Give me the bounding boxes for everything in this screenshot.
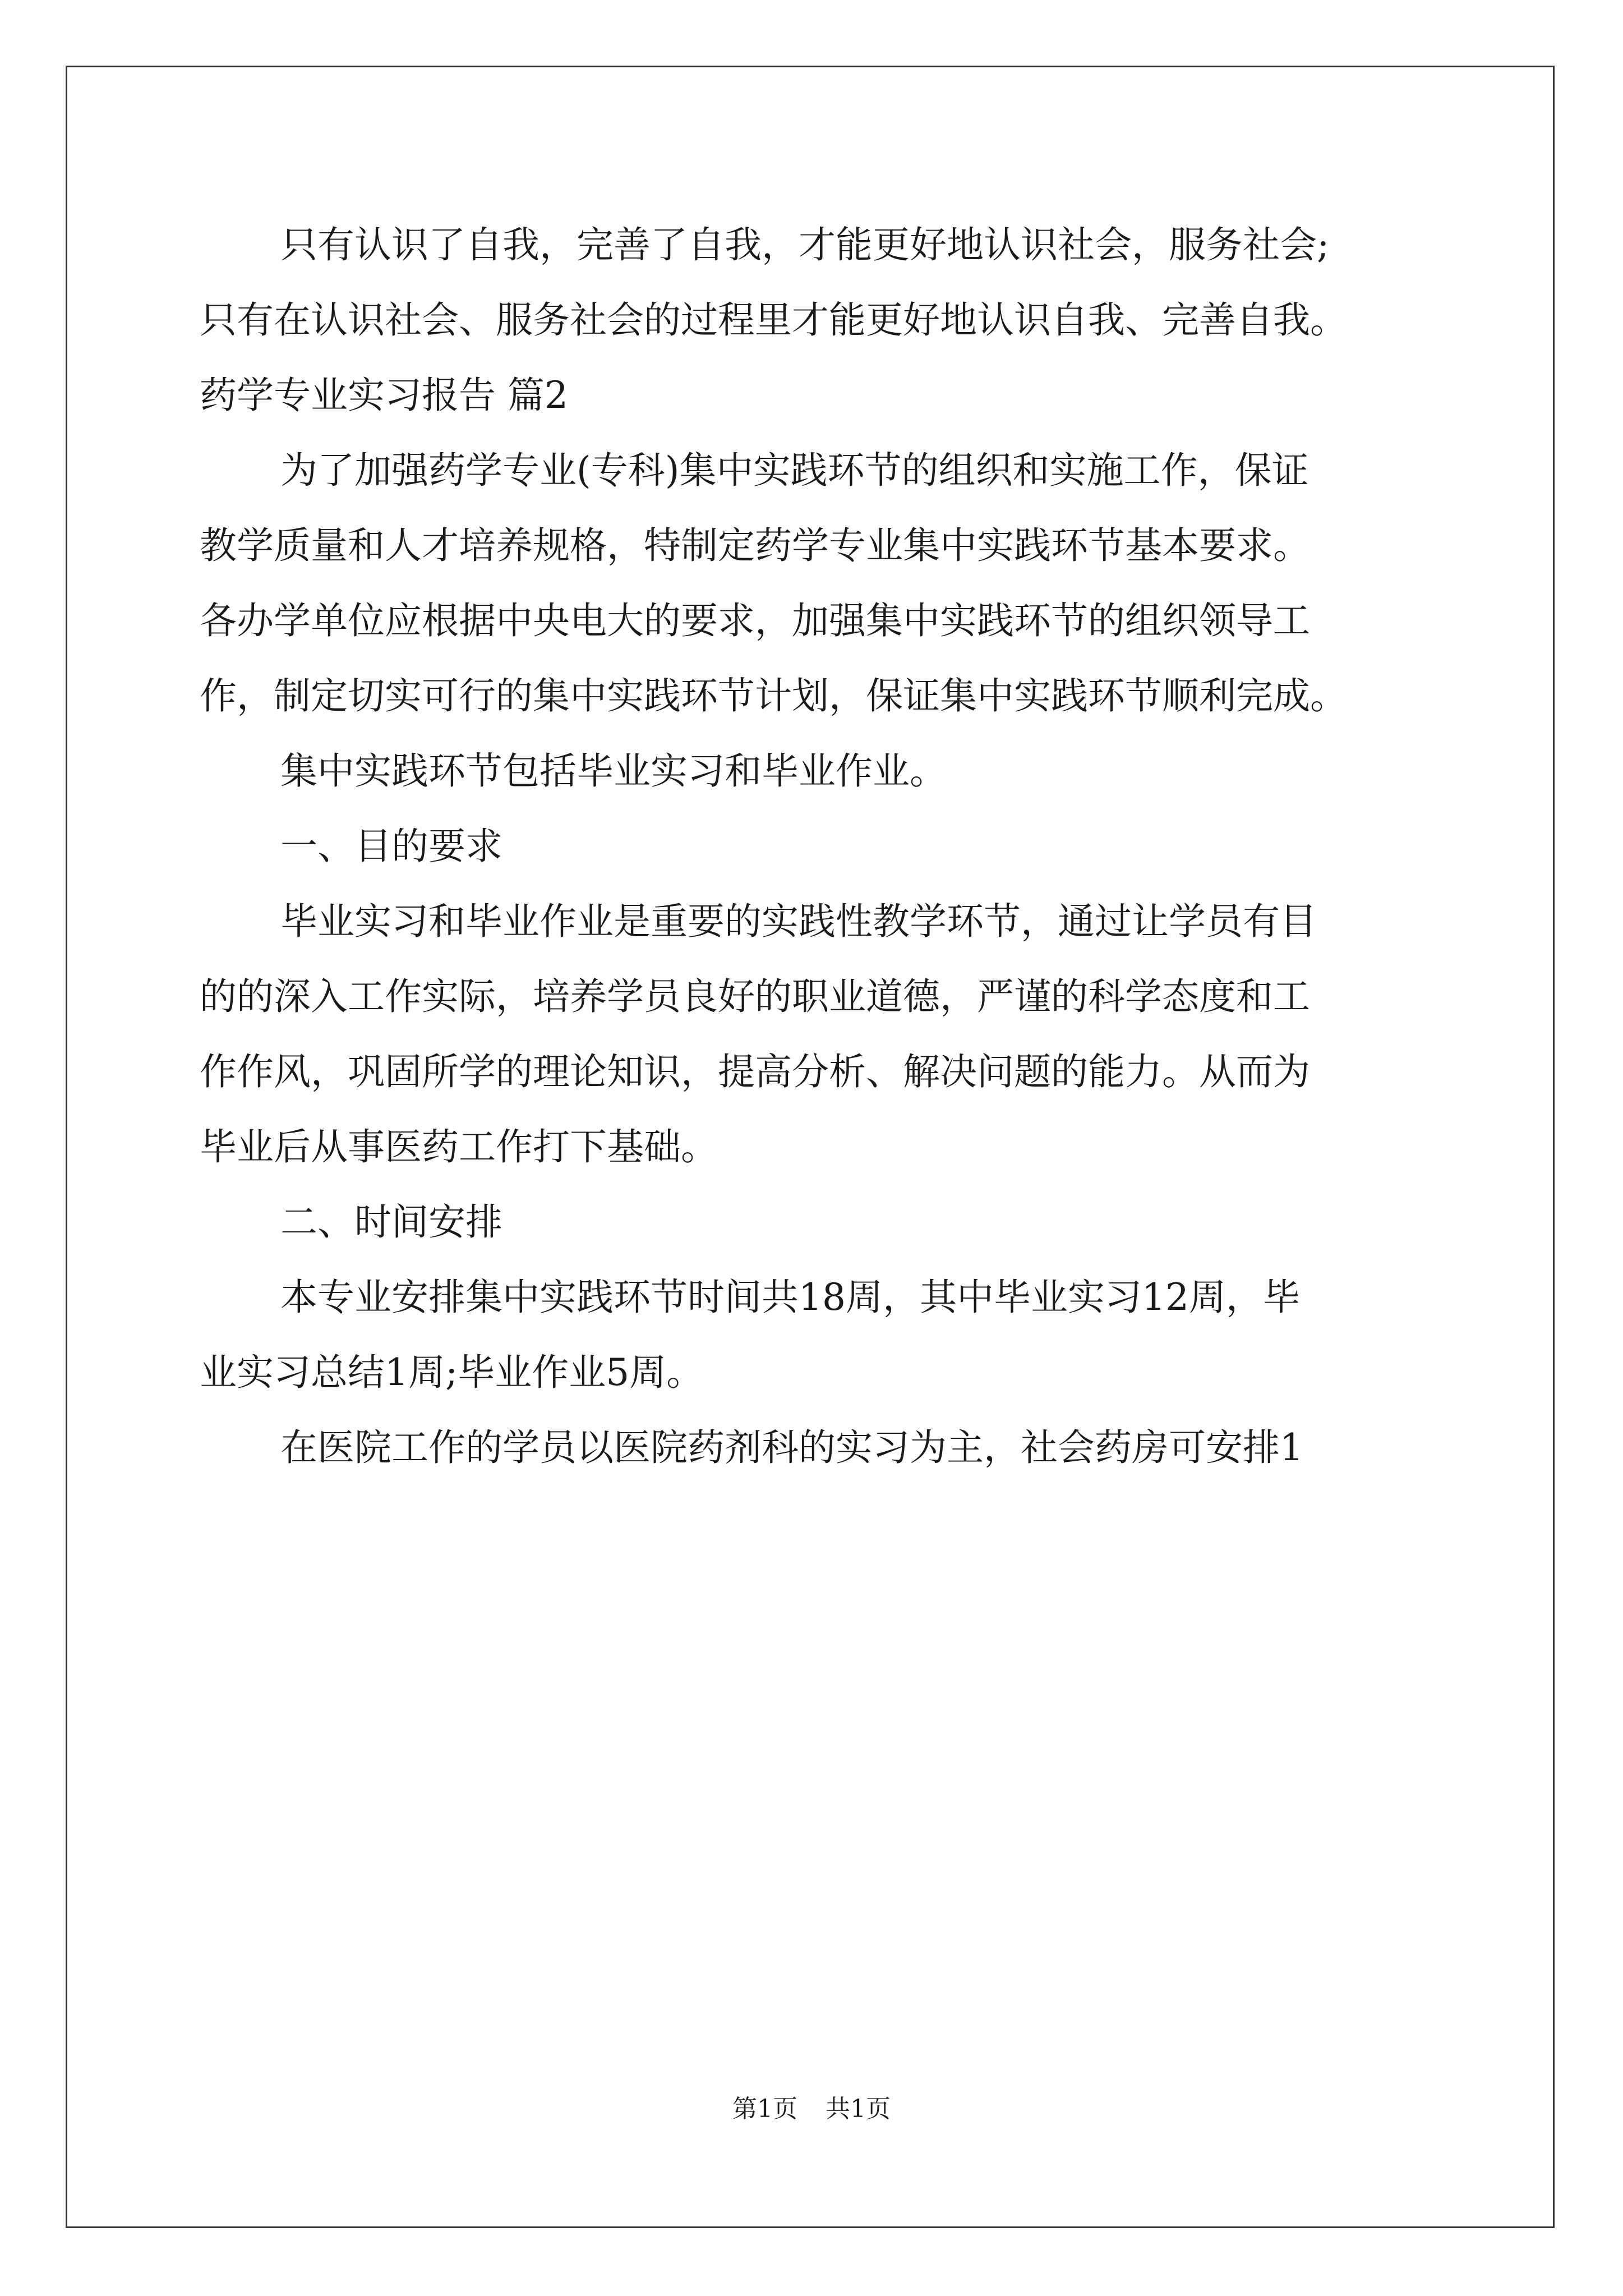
subheading: 二、时间安排 [280,1200,502,1244]
page-total: 共1页 [826,2095,891,2123]
paragraph-line: 为了加强药学专业(专科)集中实践环节的组织和实施工作，保证 [280,449,1309,492]
paragraph-line: 毕业实习和毕业作业是重要的实践性教学环节，通过让学员有目 [280,900,1317,943]
paragraph-line: 毕业后从事医药工作打下基础。 [200,1125,718,1168]
paragraph-line: 本专业安排集中实践环节时间共18周，其中毕业实习12周，毕 [280,1276,1300,1319]
paragraph-line: 集中实践环节包括毕业实习和毕业作业。 [280,749,947,793]
section-heading: 药学专业实习报告 篇2 [200,374,568,417]
subheading: 一、目的要求 [280,825,502,868]
paragraph-line: 作作风，巩固所学的理论知识，提高分析、解决问题的能力。从而为 [200,1050,1310,1093]
paragraph-line: 教学质量和人才培养规格，特制定药学专业集中实践环节基本要求。 [200,524,1310,567]
paragraph-line: 业实习总结1周;毕业作业5周。 [200,1351,704,1394]
paragraph-line: 只有在认识社会、服务社会的过程里才能更好地认识自我、完善自我。 [200,298,1347,342]
paragraph-line: 的的深入工作实际，培养学员良好的职业道德，严谨的科学态度和工 [200,975,1310,1018]
paragraph-line: 作，制定切实可行的集中实践环节计划，保证集中实践环节顺利完成。 [200,674,1347,717]
page-number: 第1页 [732,2095,797,2123]
paragraph-line: 只有认识了自我，完善了自我，才能更好地认识社会，服务社会; [280,223,1330,266]
paragraph-line: 各办学单位应根据中央电大的要求，加强集中实践环节的组织领导工 [200,599,1310,642]
page-footer [0,2092,1623,2126]
paragraph-line: 在医院工作的学员以医院药剂科的实习为主，社会药房可安排1 [280,1426,1303,1469]
